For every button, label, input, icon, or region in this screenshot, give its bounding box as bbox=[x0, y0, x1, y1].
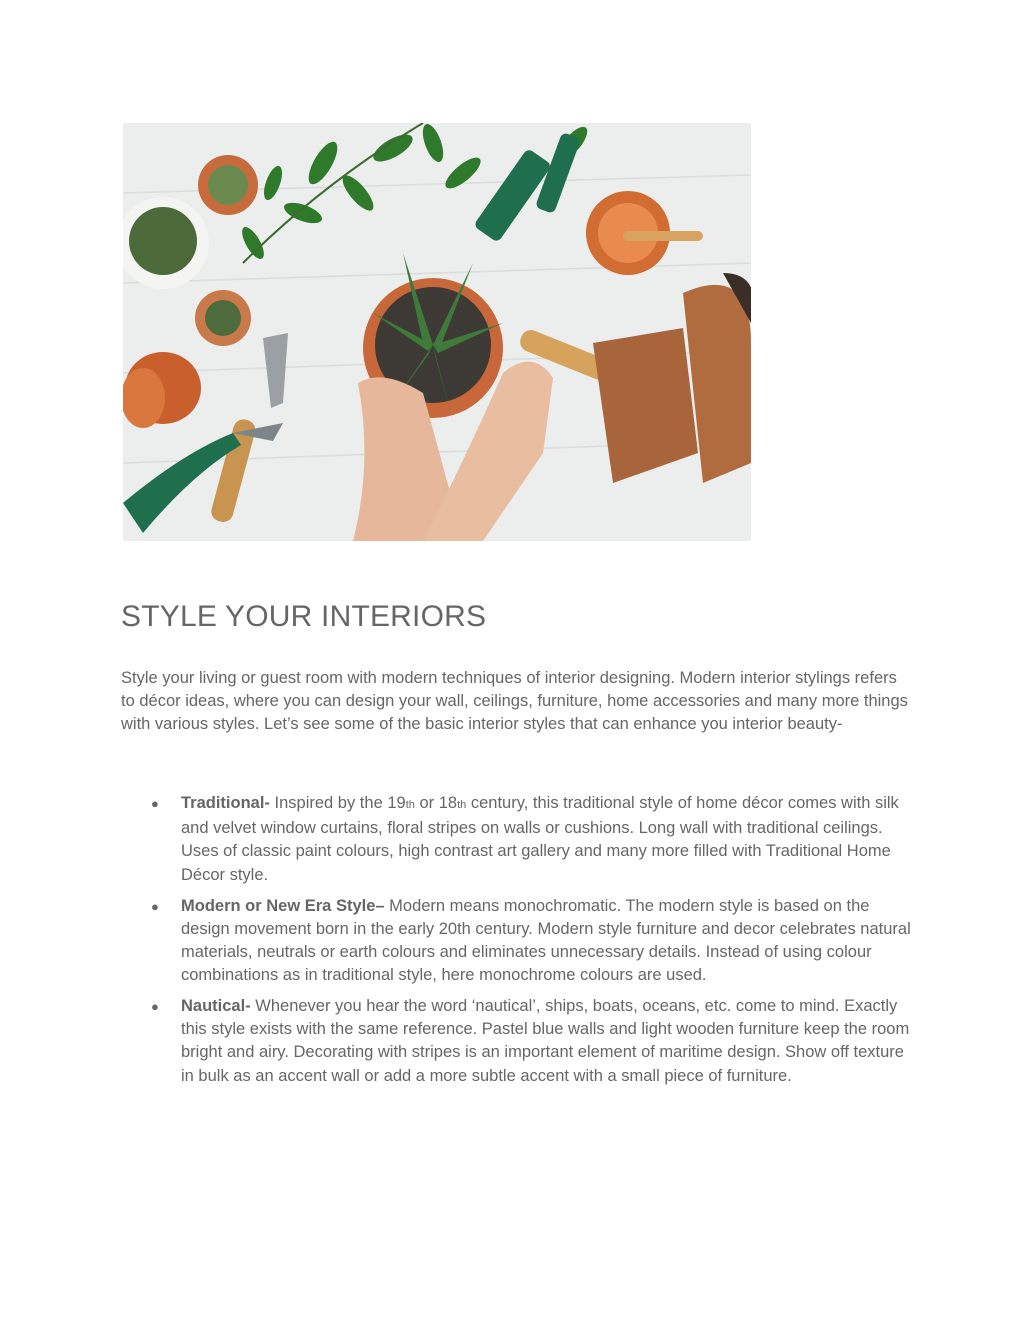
bullet-icon: ● bbox=[151, 999, 159, 1014]
intro-paragraph: Style your living or guest room with modern techniques of interior designing. Modern interior stylings refers to décor ideas, where you can design your wall, ceilings, furniture, home accessories and many more things with various styles. Let’s see some of the basic interior styles that can enhance you interior beauty- bbox=[121, 669, 908, 734]
ordinal-suffix: th bbox=[405, 799, 415, 811]
ordinal-suffix: th bbox=[457, 799, 467, 811]
list-item bbox=[121, 792, 911, 887]
bullet-icon: ● bbox=[151, 898, 159, 914]
style-text: Whenever you hear the word ‘nautical’, ships, boats, oceans, etc. come to mind. Exactly this style exists with the same reference. Pastel blue walls and light wooden furniture keep the room bright and airy. Decorating with stripes is an important element of maritime design. Show off texture in bulk as an accent wall or add a more subtle accent with a small piece of furniture. bbox=[181, 997, 910, 1085]
style-text-part: Inspired by the 19 bbox=[269, 794, 406, 812]
style-text-part: or 18 bbox=[414, 794, 458, 812]
interior-styles-list bbox=[121, 792, 911, 1096]
list-item bbox=[121, 995, 911, 1088]
style-term: Traditional- bbox=[181, 794, 270, 812]
plants-and-garden-tools-photo bbox=[123, 123, 751, 541]
style-text: Modern means monochromatic. The modern style is based on the design movement born in the early 20th century. Modern style furniture and decor celebrates natural materials, neutrals or earth colours and eliminates unnecessary details. Instead of using colour combinations as in traditional style, here monochrome colours are used. bbox=[181, 896, 911, 985]
style-text-part: century, this traditional style of home décor comes with silk and velvet window curtains, floral stripes on walls or cushions. Long wall with traditional ceilings. Uses of classic paint colours, high contrast art gallery and many more filled with Traditional Home Décor style. bbox=[181, 794, 899, 884]
list-item bbox=[121, 895, 911, 988]
style-term: Nautical- bbox=[181, 997, 251, 1015]
page-title: STYLE YOUR INTERIORS bbox=[121, 600, 487, 633]
bullet-icon: ● bbox=[151, 796, 159, 811]
style-term: Modern or New Era Style– bbox=[181, 896, 385, 915]
